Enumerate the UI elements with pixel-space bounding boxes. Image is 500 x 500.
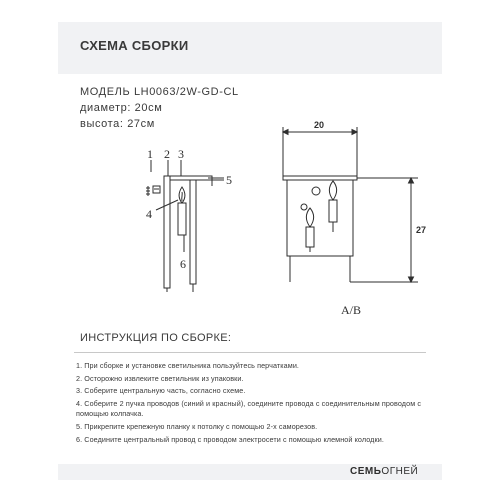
instruction-step: 2. Осторожно извлеките светильник из упаковки. bbox=[76, 373, 244, 383]
bottom-label: A/B bbox=[341, 303, 362, 317]
decor-circle-right bbox=[312, 187, 320, 195]
height-line: высота: 27см bbox=[80, 118, 155, 130]
glass-panel bbox=[190, 180, 196, 284]
wall-plate bbox=[164, 176, 170, 288]
front-view bbox=[283, 127, 418, 282]
instruction-step: 3. Соберите центральную часть, согласно схеме. bbox=[76, 386, 246, 396]
callout-leader-4 bbox=[156, 200, 178, 210]
instruction-step: 5. Прикрепите крепежную планку к потолку с помощью 2-х саморезов. bbox=[76, 421, 318, 431]
instructions-divider bbox=[74, 352, 426, 353]
page-title: СХЕМА СБОРКИ bbox=[80, 38, 189, 53]
front-view-labels bbox=[314, 120, 426, 317]
callout-1: 1 bbox=[147, 147, 153, 161]
width-label: 20 bbox=[314, 120, 325, 130]
top-arm bbox=[170, 176, 212, 180]
front-bulb-2 bbox=[306, 208, 314, 227]
instructions-title: ИНСТРУКЦИЯ ПО СБОРКЕ: bbox=[80, 332, 232, 344]
height-label: 27 bbox=[416, 225, 427, 235]
lamp-holder bbox=[178, 203, 186, 235]
instruction-step: 6. Соедините центральный провод с проводом электросети с помощью клемной колодки. bbox=[76, 434, 384, 444]
callout-5: 5 bbox=[226, 173, 232, 187]
side-view bbox=[146, 160, 224, 292]
brand-logo bbox=[350, 466, 418, 477]
model-line: МОДЕЛЬ LH0063/2W-GD-CL bbox=[80, 86, 239, 98]
instruction-step: 1. При сборке и установке светильника пользуйтесь перчатками. bbox=[76, 361, 300, 370]
brand-logo-strong: СЕМЬ bbox=[350, 466, 382, 477]
front-holder-1 bbox=[329, 200, 337, 222]
callout-6: 6 bbox=[180, 257, 186, 271]
front-bulb-1 bbox=[329, 181, 337, 200]
callout-3: 3 bbox=[178, 147, 184, 161]
callout-4: 4 bbox=[146, 207, 152, 221]
brand-logo-light: ОГНЕЙ bbox=[381, 466, 419, 477]
instruction-step: 4. Соберите 2 пучка проводов (синий и красный), соедините провода с соединительным проводом с помощью колпачка. bbox=[76, 398, 422, 419]
front-holder-2 bbox=[306, 227, 314, 247]
instructions-list bbox=[76, 361, 436, 447]
decor-circle-left bbox=[301, 204, 307, 210]
callout-2: 2 bbox=[164, 147, 170, 161]
diameter-line: диаметр: 20см bbox=[80, 102, 163, 114]
top-bar bbox=[283, 176, 357, 180]
